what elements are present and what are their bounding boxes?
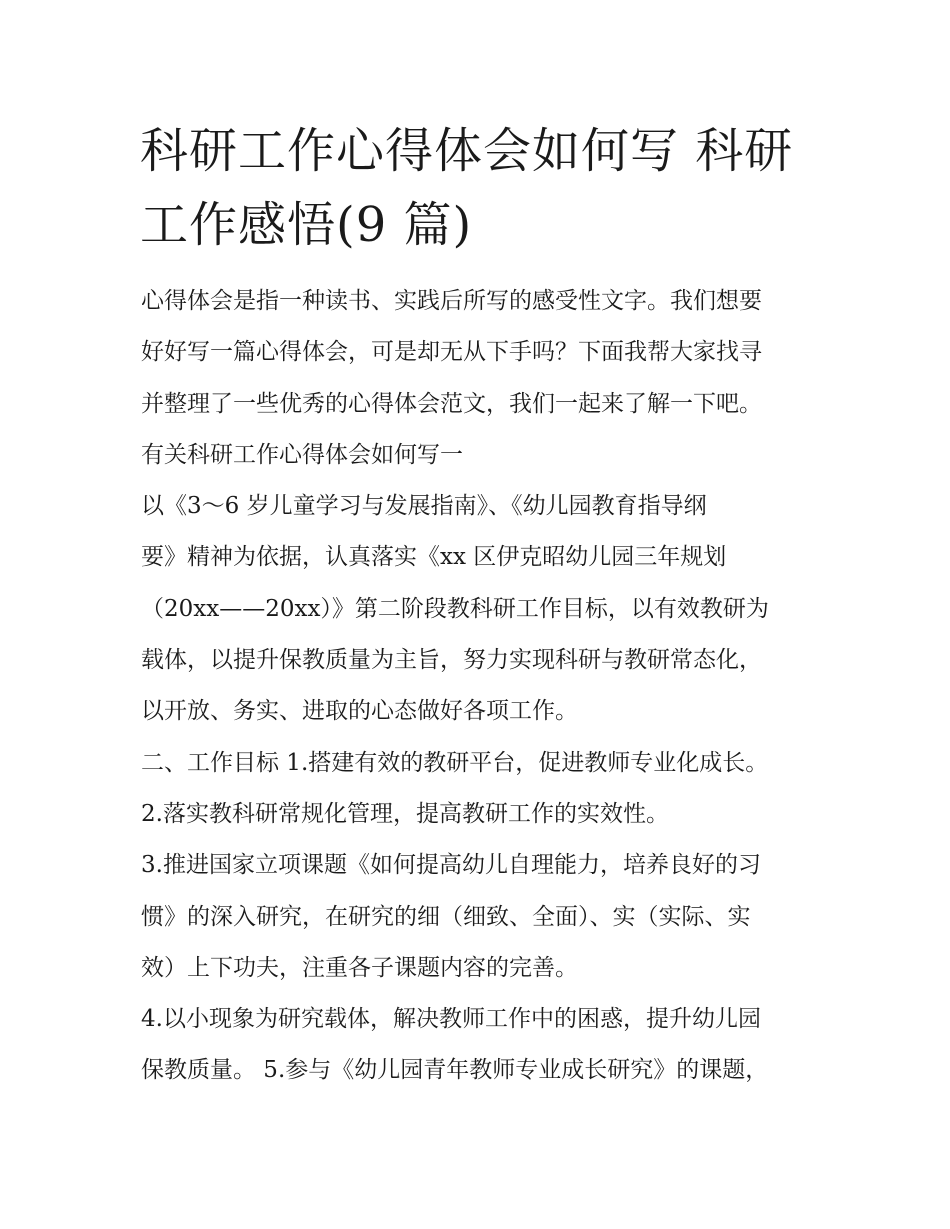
body-line: 以开放、务实、进取的心态做好各项工作。 <box>141 698 578 725</box>
body-line: 并整理了一些优秀的心得体会范文，我们一起来了解一下吧。 <box>141 390 762 417</box>
body-line: （20xx——20xx）》第二阶段教科研工作目标，以有效教研为 <box>141 595 769 622</box>
document-body <box>141 276 841 1097</box>
body-line: 以《3～6 岁儿童学习与发展指南》、《幼儿园教育指导纲 <box>141 493 707 520</box>
body-line: 心得体会是指一种读书、实践后所写的感受性文字。我们想要 <box>141 288 762 314</box>
body-line: 保教质量。 5.参与《幼儿园青年教师专业成长研究》的课题， <box>141 1057 769 1084</box>
document-title <box>140 114 840 262</box>
body-line: 载体，以提升保教质量为主旨，努力实现科研与教研常态化， <box>141 647 762 674</box>
body-line: 惯》的深入研究，在研究的细（细致、全面）、实（实际、实 <box>141 903 751 930</box>
body-line: 4.以小现象为研究载体，解决教师工作中的困惑，提升幼儿园 <box>141 1006 761 1033</box>
body-line: 有关科研工作心得体会如何写一 <box>141 441 463 468</box>
body-line: 2.落实教科研常规化管理，提高教研工作的实效性。 <box>141 800 669 827</box>
title-line: 科研工作心得体会如何写 科研 <box>140 123 794 179</box>
body-line: 二、工作目标 1.搭建有效的教研平台，促进教师专业化成长。 <box>141 749 769 776</box>
body-line: 效）上下功夫，注重各子课题内容的完善。 <box>141 954 578 981</box>
body-line: 要》精神为依据，认真落实《xx 区伊克昭幼儿园三年规划 <box>141 544 727 571</box>
body-line: 3.推进国家立项课题《如何提高幼儿自理能力，培养良好的习 <box>141 852 761 879</box>
body-line: 好好写一篇心得体会，可是却无从下手吗？下面我帮大家找寻 <box>141 339 762 366</box>
title-line: 工作感悟(9 篇) <box>140 197 473 253</box>
